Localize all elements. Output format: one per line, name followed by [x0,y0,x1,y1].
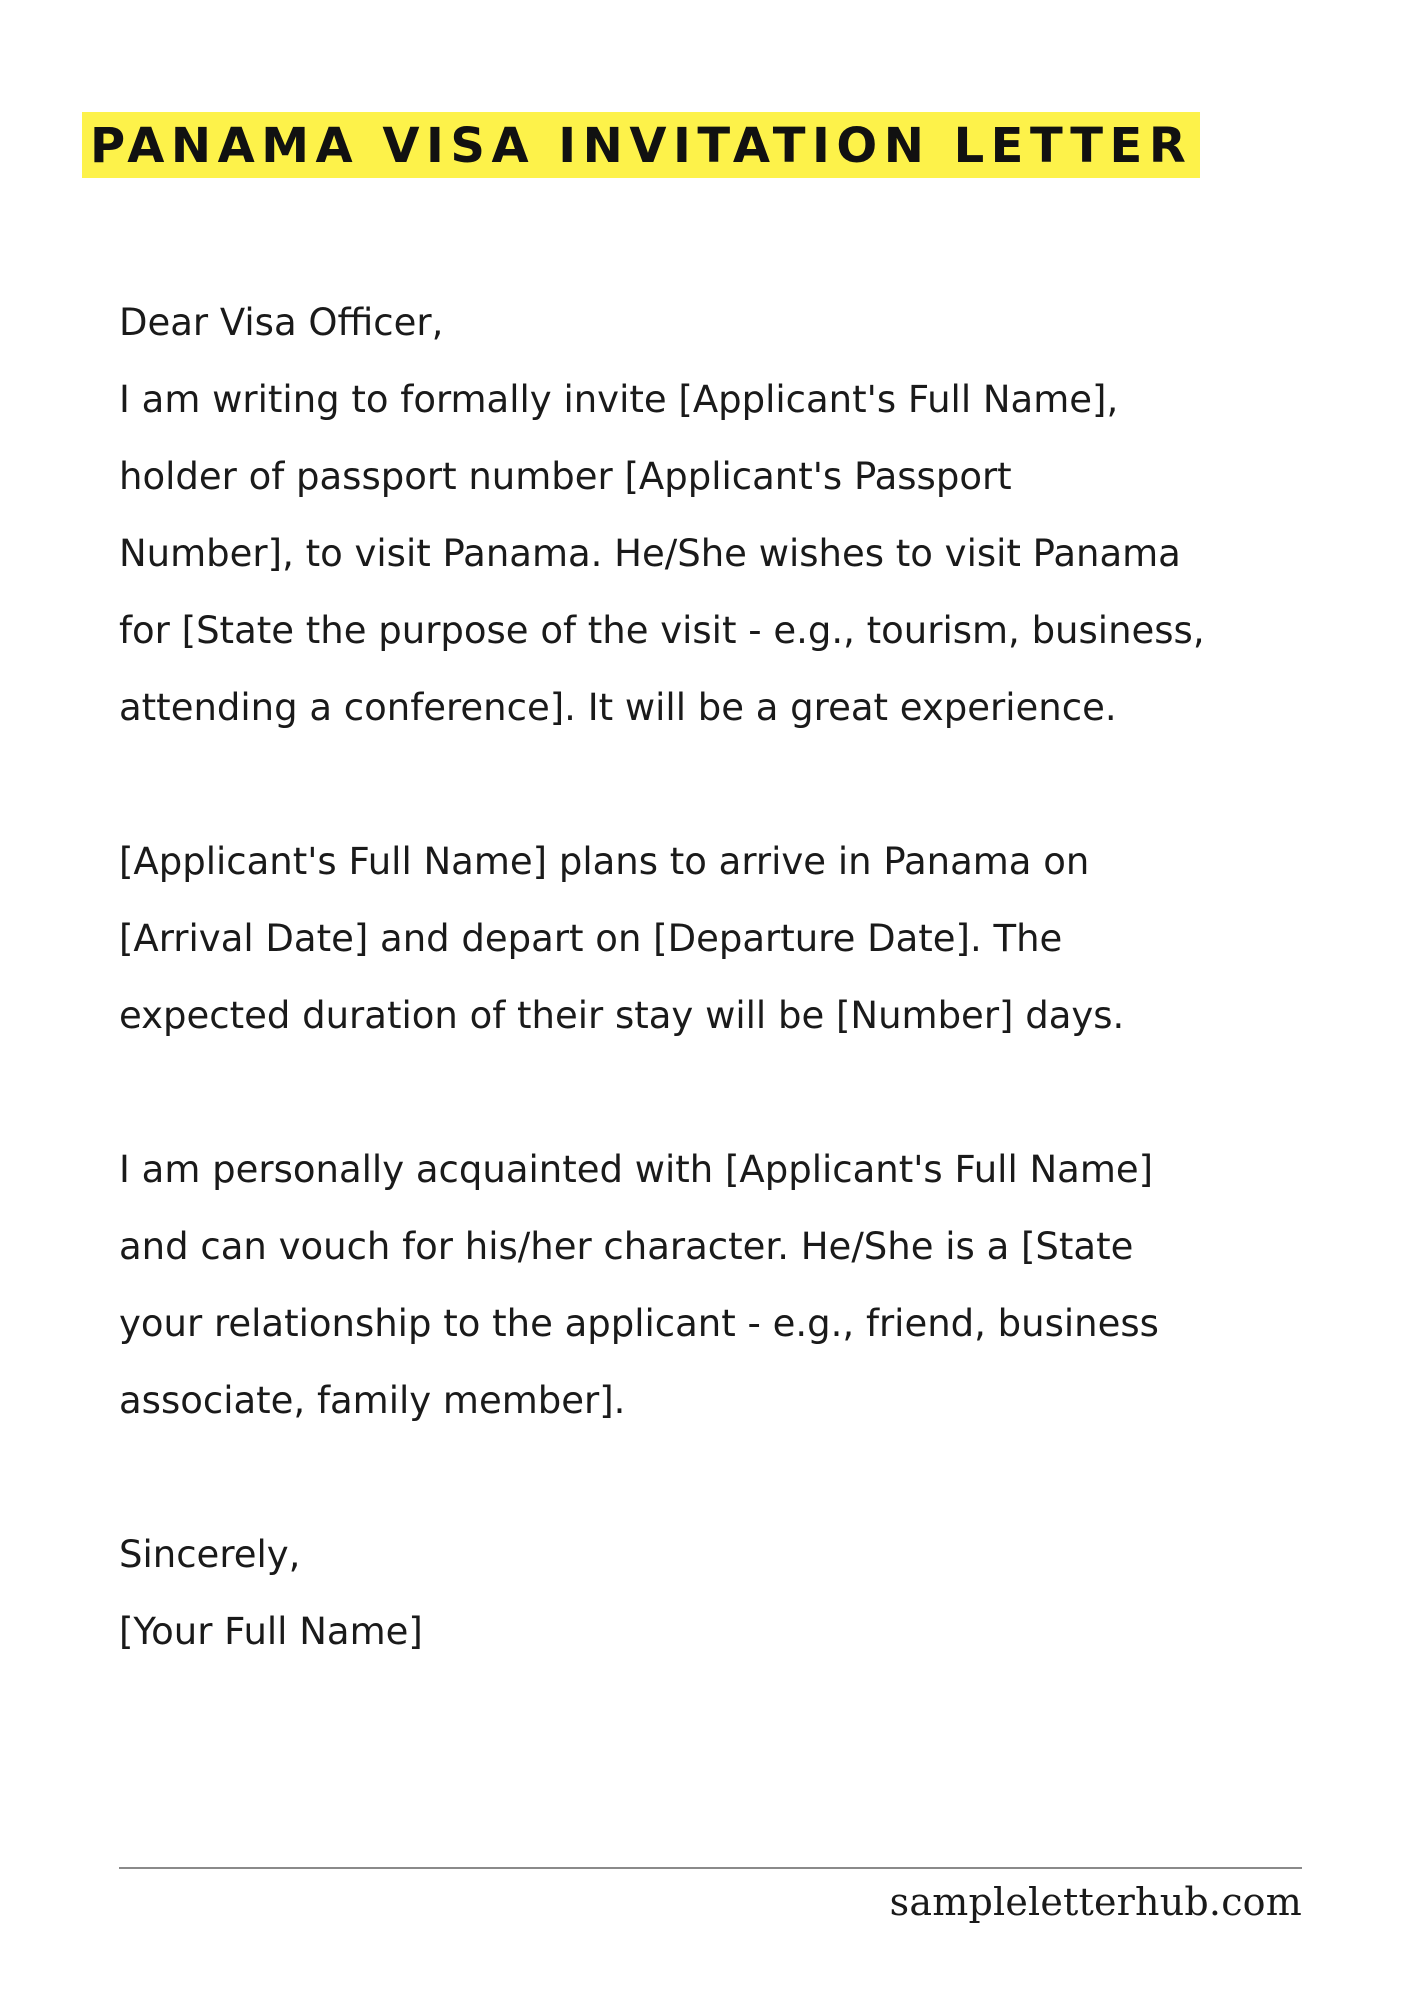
paragraph-line: and can vouch for his/her character. He/She is a [State [119,1225,1134,1268]
paragraph-line: I am personally acquainted with [Applicant's Full Name] [119,1148,1154,1191]
paragraph-line: for [State the purpose of the visit - e.g., tourism, business, [119,609,1205,652]
paragraph-line: [Applicant's Full Name] plans to arrive in Panama on [119,840,1090,883]
paragraph-1 [119,361,1369,746]
closing-block [119,1516,1369,1670]
paragraph-2 [119,823,1369,1054]
page-title: PANAMA VISA INVITATION LETTER [90,118,1193,174]
paragraph-line: expected duration of their stay will be [Number] days. [119,994,1125,1037]
paragraph-line: your relationship to the applicant - e.g., friend, business [119,1302,1159,1345]
paragraph-line: holder of passport number [Applicant's Passport [119,455,1012,498]
title-highlight [82,112,1200,178]
paragraph-line: attending a conference]. It will be a great experience. [119,686,1117,729]
paragraph-line: Number], to visit Panama. He/She wishes to visit Panama [119,532,1181,575]
paragraph-line: [Arrival Date] and depart on [Departure Date]. The [119,917,1063,960]
letter-body [119,284,1369,1670]
paragraph-3 [119,1131,1369,1439]
footer-divider [119,1867,1302,1869]
paragraph-line: associate, family member]. [119,1379,626,1422]
signature: [Your Full Name] [119,1610,423,1653]
salutation: Dear Visa Officer, [119,301,444,344]
paragraph-line: I am writing to formally invite [Applicant's Full Name], [119,378,1119,421]
footer-site: sampleletterhub.com [889,1880,1302,1924]
closing: Sincerely, [119,1533,301,1576]
